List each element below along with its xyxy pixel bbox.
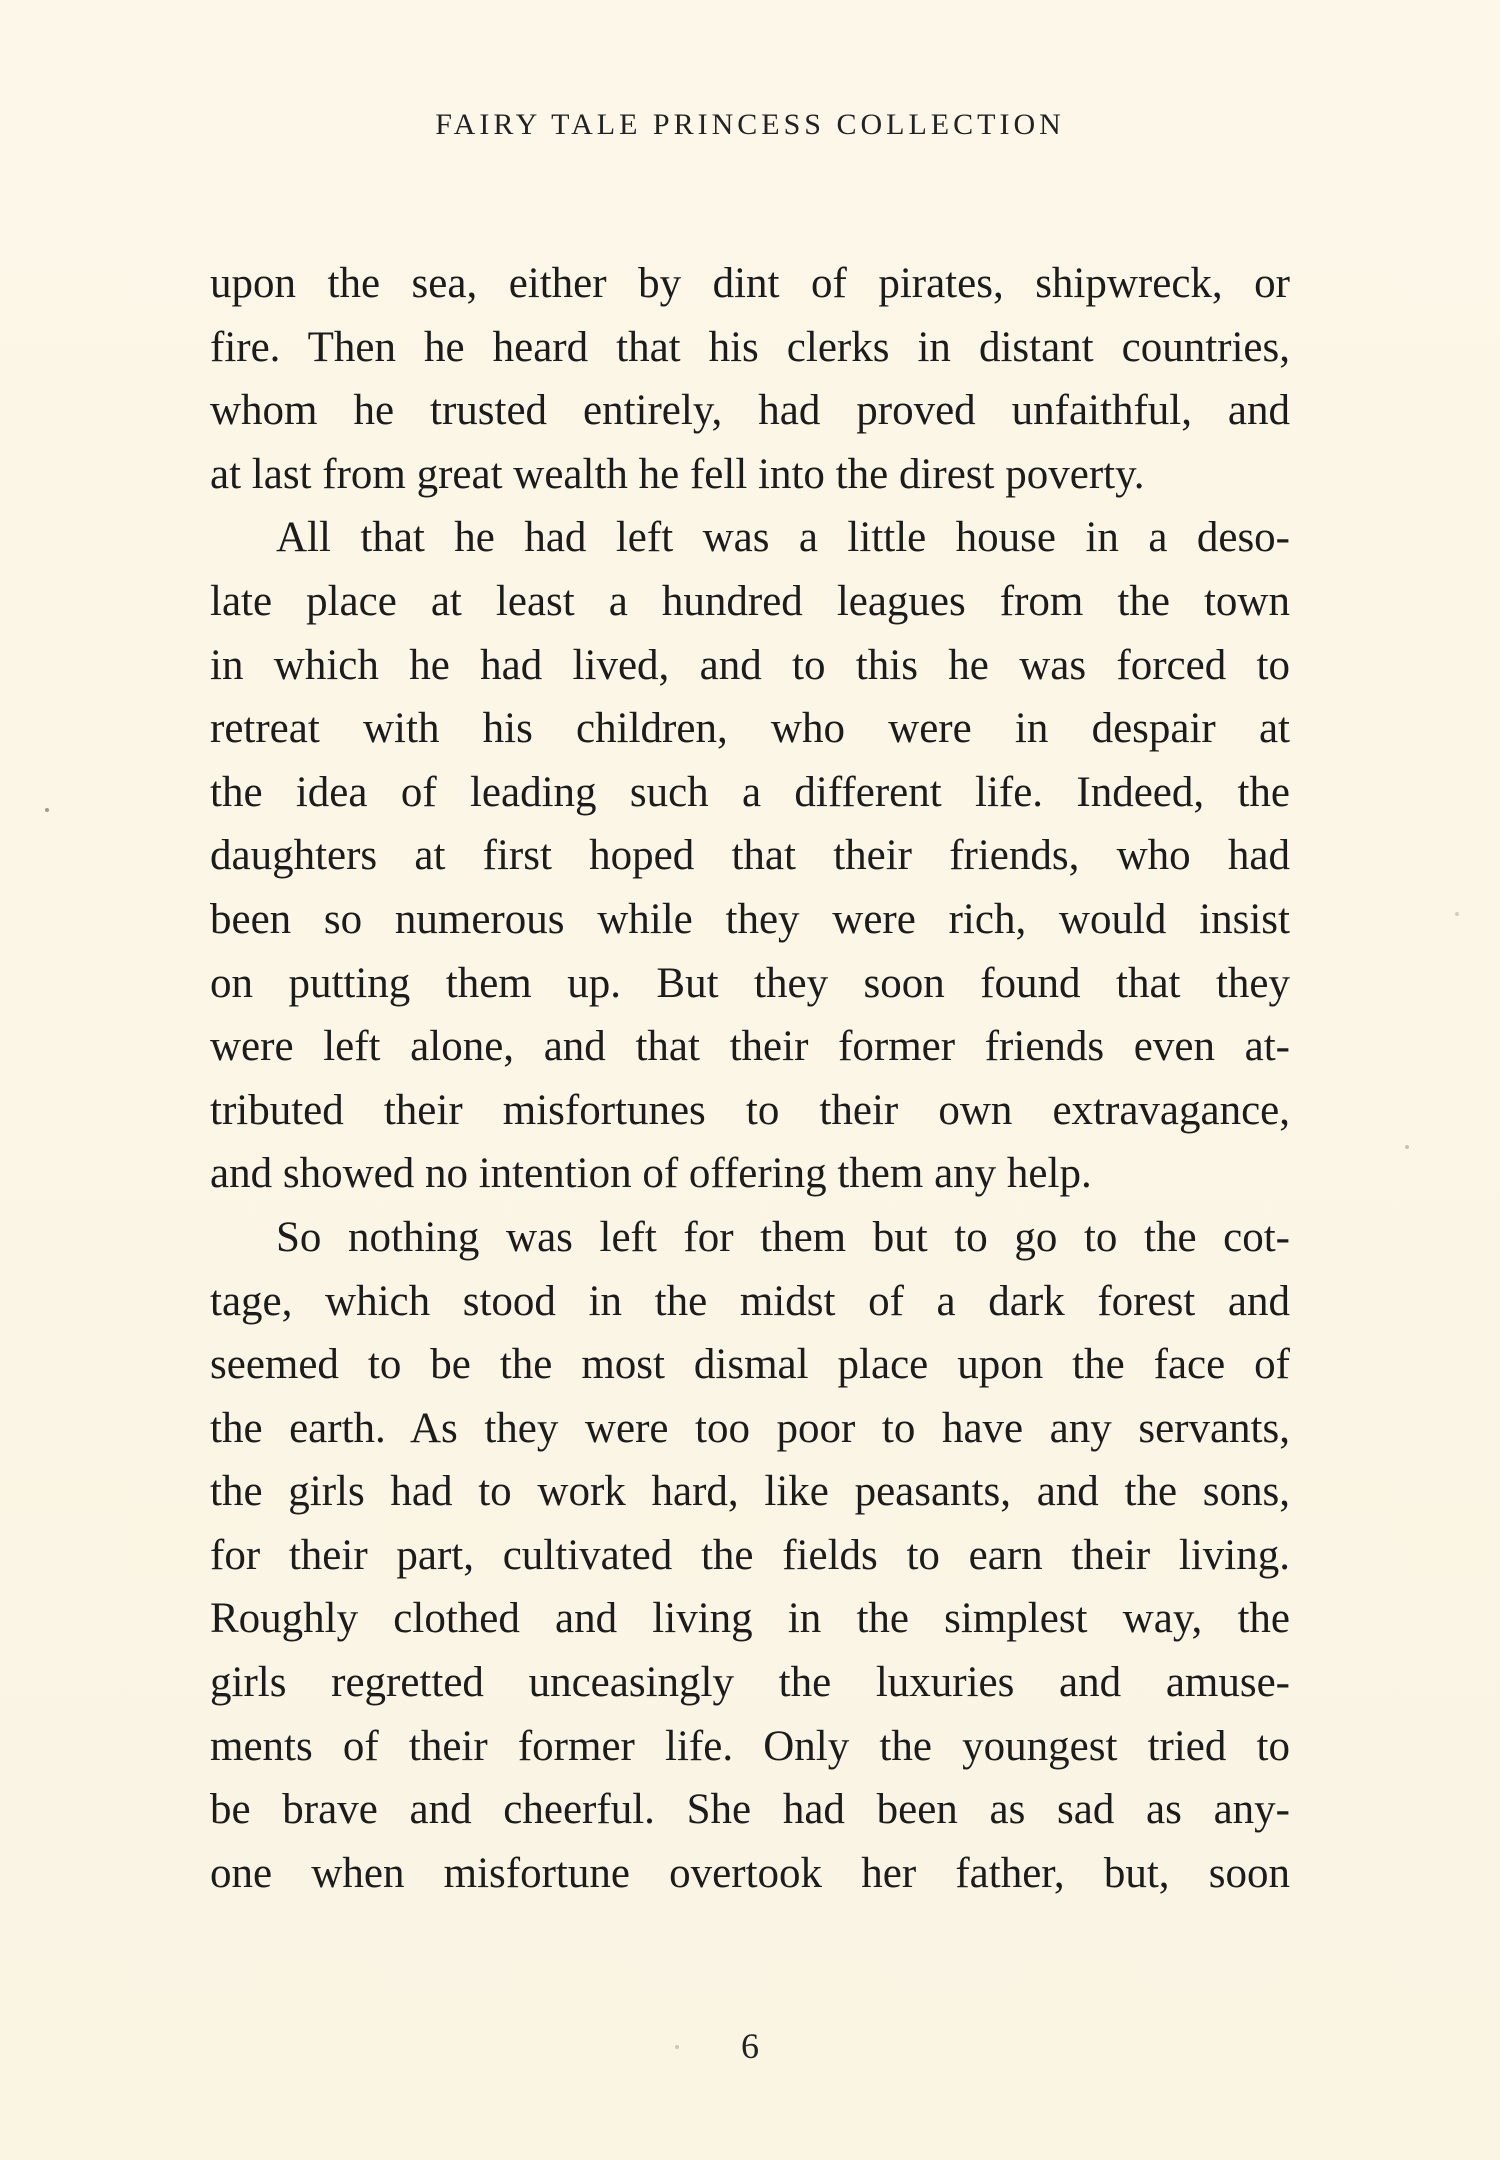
text-line: and showed no intention of offering them any help. <box>210 1150 1092 1198</box>
text-line: seemed to be the most dismal place upon the face of <box>210 1341 1290 1389</box>
text-line: were left alone, and that their former friends even at- <box>210 1023 1290 1071</box>
paper-speck <box>45 808 49 812</box>
paper-speck <box>675 2045 679 2049</box>
text-line: daughters at first hoped that their friends, who had <box>210 832 1290 880</box>
text-line: upon the sea, either by dint of pirates, shipwreck, or <box>210 260 1290 307</box>
text-line: So nothing was left for them but to go to the cot- <box>276 1213 1290 1261</box>
text-line: Roughly clothed and living in the simplest way, the <box>210 1595 1290 1643</box>
running-head: FAIRY TALE PRINCESS COLLECTION <box>435 108 1065 141</box>
page-number: 6 <box>741 2026 759 2066</box>
text-line: the idea of leading such a different life. Indeed, the <box>210 768 1290 816</box>
text-line: ments of their former life. Only the youngest tried to <box>210 1722 1290 1770</box>
text-line: All that he had left was a little house in a deso- <box>276 514 1290 562</box>
text-line: on putting them up. But they soon found that they <box>210 959 1290 1007</box>
text-line: been so numerous while they were rich, would insist <box>210 895 1290 943</box>
text-line: in which he had lived, and to this he was forced to <box>210 641 1290 689</box>
text-line: tage, which stood in the midst of a dark forest and <box>210 1277 1290 1325</box>
text-line: late place at least a hundred leagues from the town <box>210 577 1290 625</box>
paper-speck <box>1455 912 1459 916</box>
text-line: the earth. As they were too poor to have any servants, <box>210 1404 1290 1452</box>
text-line: retreat with his children, who were in despair at <box>210 705 1290 753</box>
text-line: be brave and cheerful. She had been as sad as any- <box>210 1786 1290 1834</box>
text-line: tributed their misfortunes to their own extravagance, <box>210 1086 1290 1134</box>
paper-speck <box>1405 1145 1409 1149</box>
text-line: at last from great wealth he fell into the direst poverty. <box>210 450 1145 498</box>
body-text <box>210 252 1290 1905</box>
text-line: the girls had to work hard, like peasants, and the sons, <box>210 1468 1290 1516</box>
text-line: girls regretted unceasingly the luxuries and amuse- <box>210 1659 1290 1707</box>
text-line: one when misfortune overtook her father, but, soon <box>210 1849 1290 1897</box>
text-line: fire. Then he heard that his clerks in distant countries, <box>210 323 1290 371</box>
text-line: for their part, cultivated the fields to earn their living. <box>210 1531 1290 1579</box>
text-line: whom he trusted entirely, had proved unfaithful, and <box>210 387 1290 435</box>
